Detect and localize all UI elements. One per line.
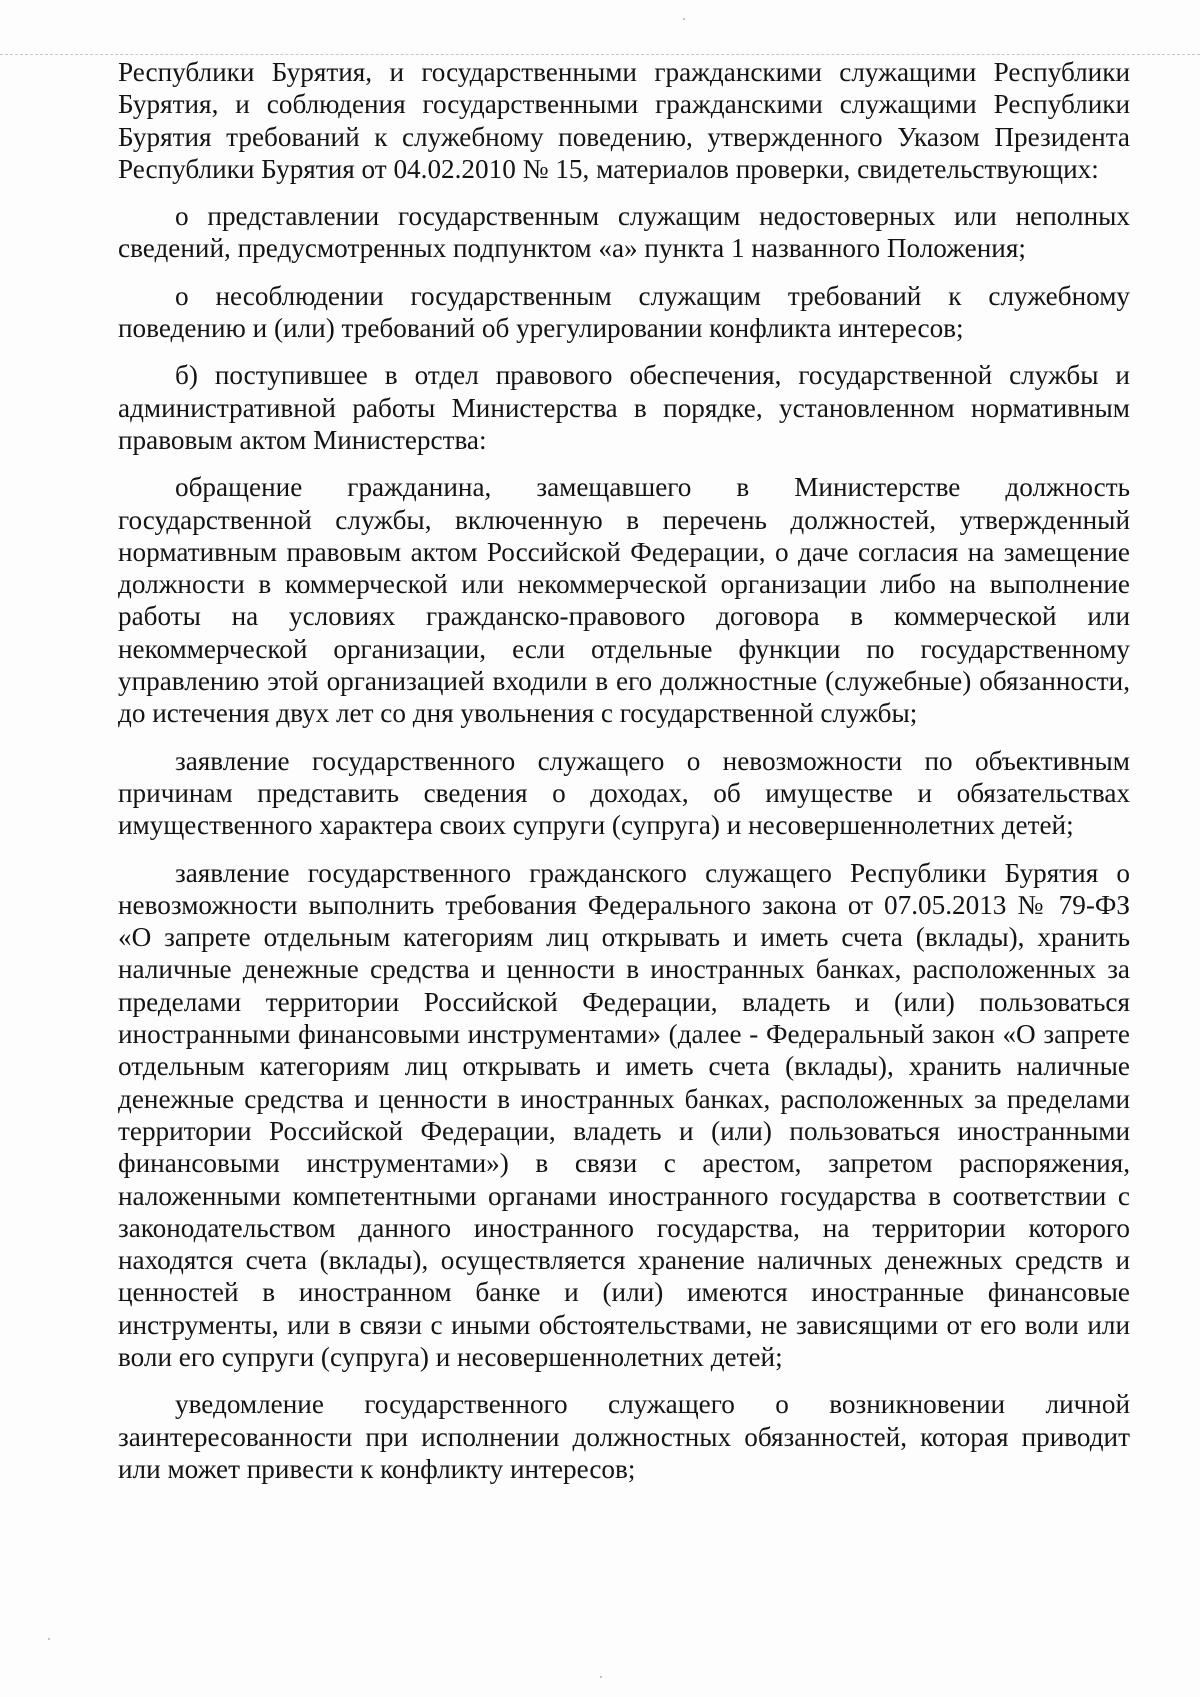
- scan-artifact-dot: [683, 18, 685, 20]
- paragraph-item-b: б) поступившее в отдел правового обеспечения, государственной службы и административной работы Министерства в порядке, установленном нормативным правовым актом Министерства:: [118, 360, 1130, 455]
- scan-artifact-dot: [600, 1676, 602, 1678]
- paragraph-conflict-notice: уведомление государственного служащего о возникновении личной заинтересованности при исполнении должностных обязанностей, которая приводит или может привести к конфликту интересов;: [118, 1389, 1130, 1484]
- scan-artifact-line: [0, 54, 1200, 55]
- document-body: [118, 56, 1130, 1485]
- paragraph-foreign-accounts: заявление государственного гражданского служащего Республики Бурятия о невозможности выполнить требования Федерального закона от 07.05.2013 № 79-ФЗ «О запрете отдельным категориям лиц открывать и иметь счета (вклады), хранить наличные денежные средства и ценности в иностранных банках, расположенных за пределами территории Российской Федерации, владеть и (или) пользоваться иностранными финансовыми инструментами» (далее - Федеральный закон «О запрете отдельным категориям лиц открывать и иметь счета (вклады), хранить наличные денежные средства и ценности в иностранных банках, расположенных за пределами территории Российской Федерации, владеть и (или) пользоваться иностранными финансовыми инструментами») в связи с арестом, запретом распоряжения, наложенными компетентными органами иностранного государства в соответствии с законодательством данного иностранного государства, на территории которого находятся счета (вклады), осуществляется хранение наличных денежных средств и ценностей в иностранном банке и (или) имеются иностранные финансовые инструменты, или в связи с иными обстоятельствами, не зависящими от его воли или воли его супруги (супруга) и несовершеннолетних детей;: [118, 857, 1130, 1372]
- paragraph-intro: Республики Бурятия, и государственными гражданскими служащими Республики Бурятия, и соблюдения государственными гражданскими служащими Республики Бурятия требований к служебному поведению, утвержденного Указом Президента Республики Бурятия от 04.02.2010 № 15, материалов проверки, свидетельствующих:: [118, 57, 1130, 184]
- paragraph-false-info: о представлении государственным служащим недостоверных или неполных сведений, предусмотренных подпунктом «а» пункта 1 названного Положения;: [118, 201, 1130, 264]
- paragraph-noncompliance: о несоблюдении государственным служащим требований к служебному поведению и (или) требований об урегулировании конфликта интересов;: [118, 280, 1130, 344]
- paragraph-income-statement: заявление государственного служащего о невозможности по объективным причинам представить сведения о доходах, об имуществе и обязательствах имущественного характера своих супруги (супруга) и несовершеннолетних детей;: [118, 745, 1130, 841]
- scan-artifact-dot: [48, 1638, 50, 1640]
- paragraph-citizen-appeal: обращение гражданина, замещавшего в Министерстве должность государственной службы, включенную в перечень должностей, утвержденный нормативным правовым актом Российской Федерации, о даче согласия на замещение должности в коммерческой или некоммерческой организации либо на выполнение работы на условиях гражданско-правового договора в коммерческой или некоммерческой организации, если отдельные функции по государственному управлению этой организацией входили в его должностные (служебные) обязанности, до истечения двух лет со дня увольнения с государственной службы;: [118, 472, 1130, 729]
